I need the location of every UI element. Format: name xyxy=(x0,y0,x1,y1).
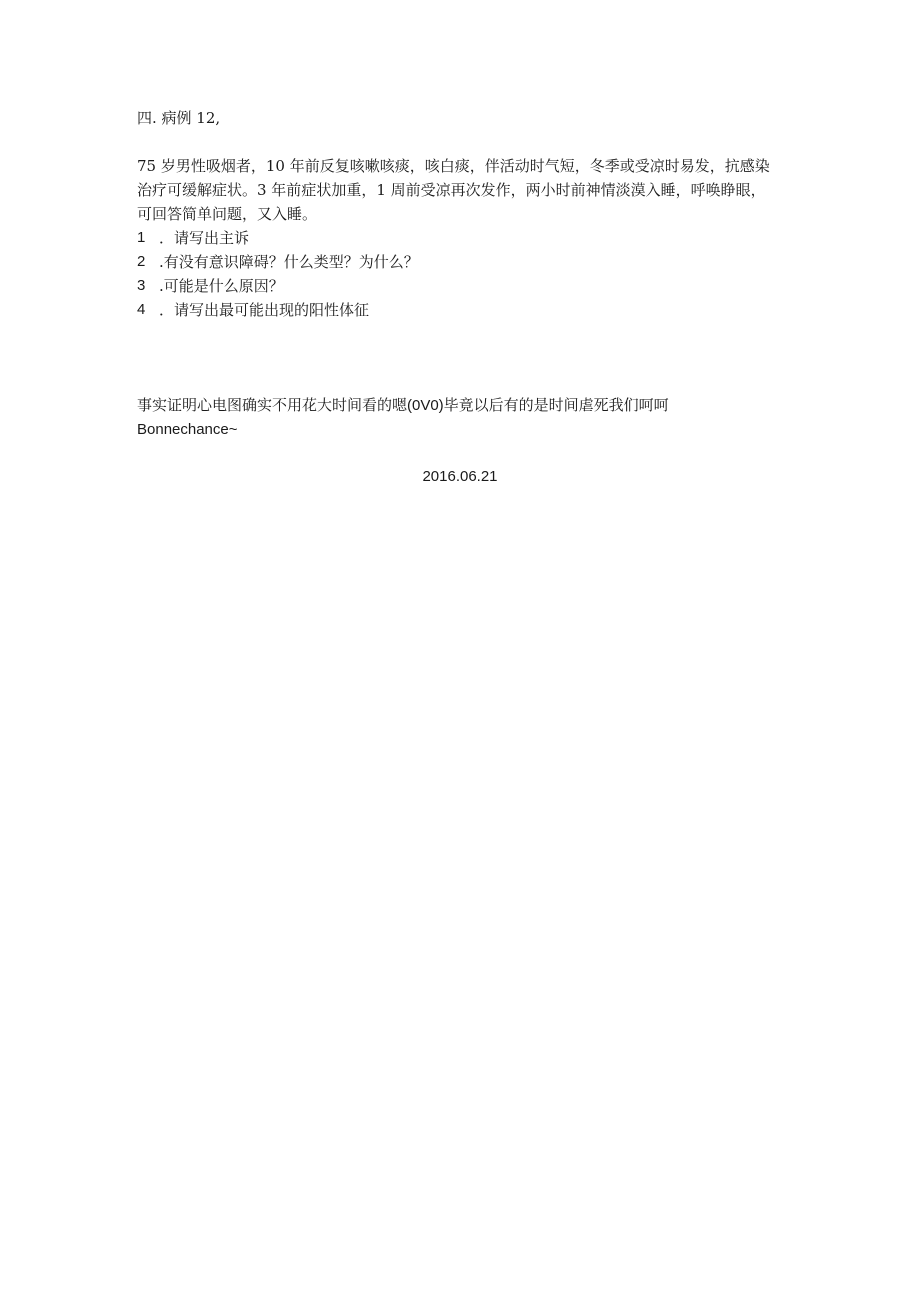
document-date: 2016.06.21 xyxy=(422,468,498,485)
question-item xyxy=(137,250,419,274)
case-line: 75 岁男性吸烟者，10 年前反复咳嗽咳痰，咳白痰，伴活动时气短，冬季或受凉时易发，抗感染 xyxy=(137,157,770,175)
question-list xyxy=(137,226,419,322)
question-item xyxy=(137,274,419,298)
question-number: 1 xyxy=(137,229,146,246)
question-item xyxy=(137,298,419,322)
question-number: 4 xyxy=(137,301,146,318)
section-title: 四. 病例 12, xyxy=(137,109,221,127)
question-text: .有没有意识障碍？什么类型？为什么？ xyxy=(159,253,419,271)
case-line: 可回答简单问题，又入睡。 xyxy=(137,205,318,223)
signoff: Bonnechance~ xyxy=(137,421,238,438)
question-text: .可能是什么原因？ xyxy=(159,277,284,295)
question-item xyxy=(137,226,419,250)
case-description xyxy=(137,154,787,226)
question-text: ．请写出最可能出现的阳性体征 xyxy=(159,301,370,319)
question-number: 3 xyxy=(137,277,146,294)
author-note: 事实证明心电图确实不用花大时间看的嗯(0V0)毕竟以后有的是时间虐死我们呵呵 xyxy=(137,397,669,414)
question-number: 2 xyxy=(137,253,146,270)
case-line: 治疗可缓解症状。3 年前症状加重，1 周前受凉再次发作，两小时前神情淡漠入睡，呼唤睁眼， xyxy=(137,181,766,199)
question-text: ．请写出主诉 xyxy=(159,229,250,247)
